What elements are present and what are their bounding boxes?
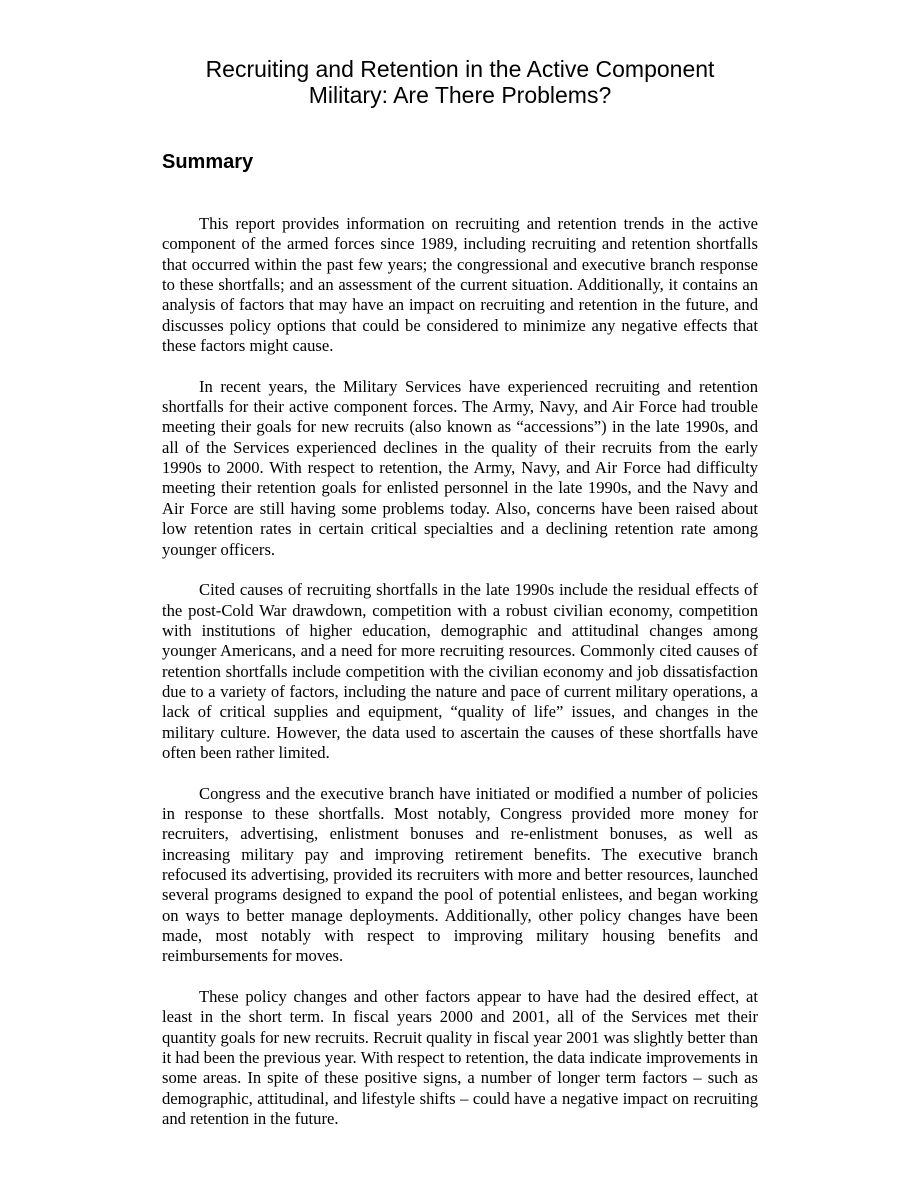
document-title — [162, 56, 758, 108]
summary-paragraph-1: This report provides information on recruiting and retention trends in the active component of the armed forces since 1989, including recruiting and retention shortfalls that occurred within the past few years; the congressional and executive branch response to these shortfalls; and an assessment of the current situation. Additionally, it contains an analysis of factors that may have an impact on recruiting and retention in the future, and discusses policy options that could be considered to minimize any negative effects that these factors might cause. — [162, 214, 758, 356]
summary-paragraph-3: Cited causes of recruiting shortfalls in the late 1990s include the residual effects of the post-Cold War drawdown, competition with a robust civilian economy, competition with institutions of higher education, demographic and attitudinal changes among younger Americans, and a need for more recruiting resources. Commonly cited causes of retention shortfalls include competition with the civilian economy and job dissatisfaction due to a variety of factors, including the nature and pace of current military operations, a lack of critical supplies and equipment, “quality of life” issues, and changes in the military culture. However, the data used to ascertain the causes of these shortfalls have often been rather limited. — [162, 580, 758, 762]
summary-paragraph-2: In recent years, the Military Services have experienced recruiting and retention shortfalls for their active component forces. The Army, Navy, and Air Force had trouble meeting their goals for new recruits (also known as “accessions”) in the late 1990s, and all of the Services experienced declines in the quality of their recruits from the early 1990s to 2000. With respect to retention, the Army, Navy, and Air Force had difficulty meeting their retention goals for enlisted personnel in the late 1990s, and the Navy and Air Force are still having some problems today. Also, concerns have been raised about low retention rates in certain critical specialties and a declining retention rate among younger officers. — [162, 376, 758, 559]
document-title-line-2: Military: Are There Problems? — [308, 82, 612, 108]
summary-paragraph-5: These policy changes and other factors appear to have had the desired effect, at least in the short term. In fiscal years 2000 and 2001, all of the Services met their quantity goals for new recruits. Recruit quality in fiscal year 2001 was slightly better than it had been the previous year. With respect to retention, the data indicate improvements in some areas. In spite of these positive signs, a number of longer term factors – such as demographic, attitudinal, and lifestyle shifts – could have a negative impact on recruiting and retention in the future. — [162, 987, 758, 1129]
section-heading-summary: Summary — [162, 151, 254, 173]
document-title-line-1: Recruiting and Retention in the Active Component — [205, 56, 715, 82]
summary-body — [162, 214, 758, 1150]
summary-paragraph-4: Congress and the executive branch have initiated or modified a number of policies in response to these shortfalls. Most notably, Congress provided more money for recruiters, advertising, enlistment bonuses and re-enlistment bonuses, as well as increasing military pay and improving retirement benefits. The executive branch refocused its advertising, provided its recruiters with more and better resources, launched several programs designed to expand the pool of potential enlistees, and began working on ways to better manage deployments. Additionally, other policy changes have been made, most notably with respect to improving military housing benefits and reimbursements for moves. — [162, 783, 758, 966]
